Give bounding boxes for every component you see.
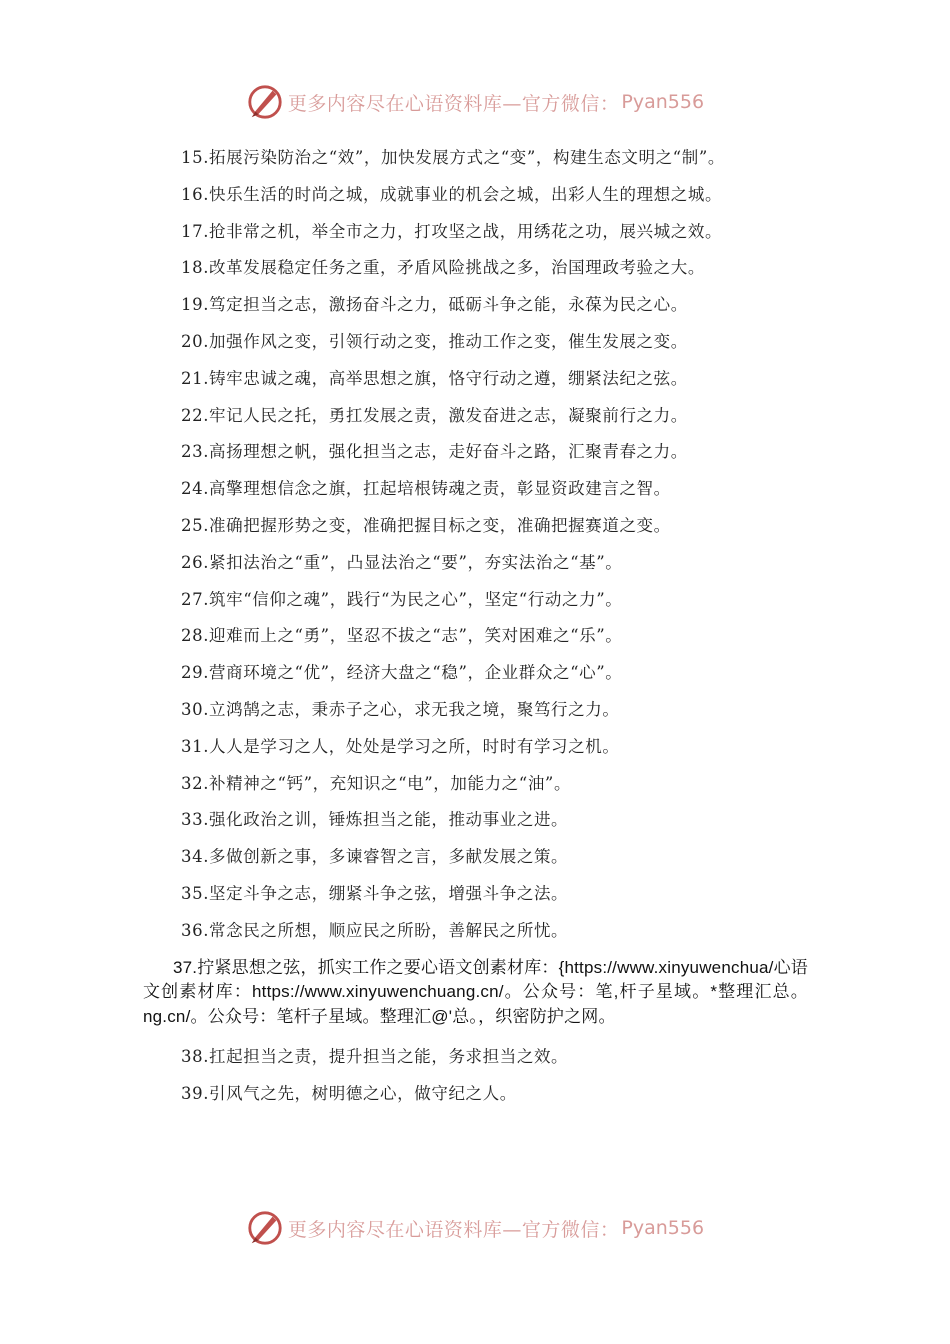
list-item: 27.筑牢“信仰之魂”，践行“为民之心”，坚定“行动之力”。 bbox=[181, 589, 623, 609]
list-item: 32.补精神之“钙”，充知识之“电”，加能力之“油”。 bbox=[181, 773, 572, 793]
footer-banner-text: 更多内容尽在心语资料库—官方微信： bbox=[287, 1218, 620, 1241]
document-body bbox=[143, 146, 808, 1119]
list-item: 20.加强作风之变，引领行动之变，推动工作之变，催生发展之变。 bbox=[181, 331, 688, 351]
pen-logo-icon bbox=[246, 1209, 284, 1247]
header-banner-handle: Pyan556 bbox=[621, 91, 705, 113]
footer-banner-handle: Pyan556 bbox=[621, 1217, 705, 1239]
list-item: 16.快乐生活的时尚之城，成就事业的机会之城，出彩人生的理想之城。 bbox=[181, 184, 723, 204]
list-item: 28.迎难而上之“勇”，坚忍不拔之“志”，笑对困难之“乐”。 bbox=[181, 626, 623, 646]
list-item: 39.引风气之先，树明德之心，做守纪之人。 bbox=[181, 1083, 517, 1103]
list-item: 21.铸牢忠诚之魂，高举思想之旗，恪守行动之遵，绷紧法纪之弦。 bbox=[181, 368, 688, 388]
list-item: 24.高擎理想信念之旗，扛起培根铸魂之责，彰显资政建言之智。 bbox=[181, 479, 671, 499]
list-item: 36.常念民之所想，顺应民之所盼，善解民之所忧。 bbox=[181, 920, 569, 940]
header-banner-text: 更多内容尽在心语资料库—官方微信： bbox=[287, 92, 620, 115]
pen-logo-icon bbox=[246, 83, 284, 121]
list-item: 31.人人是学习之人，处处是学习之所，时时有学习之机。 bbox=[181, 736, 620, 756]
list-item: 33.强化政治之训，锤炼担当之能，推动事业之进。 bbox=[181, 810, 569, 830]
list-item: 18.改革发展稳定任务之重，矛盾风险挑战之多，治国理政考验之大。 bbox=[181, 258, 705, 278]
list-item: 29.营商环境之“优”，经济大盘之“稳”，企业群众之“心”。 bbox=[181, 663, 623, 683]
list-item: 26.紧扣法治之“重”，凸显法治之“要”，夯实法治之“基”。 bbox=[181, 552, 623, 572]
list-item: 25.准确把握形势之变，准确把握目标之变，准确把握赛道之变。 bbox=[181, 515, 671, 535]
list-item: 35.坚定斗争之志，绷紧斗争之弦，增强斗争之法。 bbox=[181, 883, 569, 903]
list-item: 23.高扬理想之帆，强化担当之志，走好奋斗之路，汇聚青春之力。 bbox=[181, 442, 688, 462]
list-item: 15.拓展污染防治之“效”，加快发展方式之“变”，构建生态文明之“制”。 bbox=[181, 148, 725, 167]
list-item: 30.立鸿鹄之志，秉赤子之心，求无我之境，聚笃行之力。 bbox=[181, 699, 620, 719]
list-item-special: 37.拧紧思想之弦，抓实工作之要心语文创素材库：{https://www.xinyuwenchua/心语文创素材库：https://www.xinyuwenchuang.cn/。公众号：笔,杆子星域。*整理汇总。ng.cn/。公众号：笔杆子星域。整理汇@'总。，织密防护之网。 bbox=[143, 957, 808, 1026]
list-item: 17.抢非常之机，举全市之力，打攻坚之战，用绣花之功，展兴城之效。 bbox=[181, 221, 723, 241]
list-item: 34.多做创新之事，多谏睿智之言，多献发展之策。 bbox=[181, 847, 569, 867]
list-item: 38.扛起担当之责，提升担当之能，务求担当之效。 bbox=[181, 1047, 569, 1067]
footer-banner bbox=[0, 1208, 950, 1248]
header-banner bbox=[0, 82, 950, 122]
list-item: 22.牢记人民之托，勇扛发展之责，激发奋进之志，凝聚前行之力。 bbox=[181, 405, 688, 425]
list-item: 19.笃定担当之志，激扬奋斗之力，砥砺斗争之能，永葆为民之心。 bbox=[181, 295, 688, 315]
